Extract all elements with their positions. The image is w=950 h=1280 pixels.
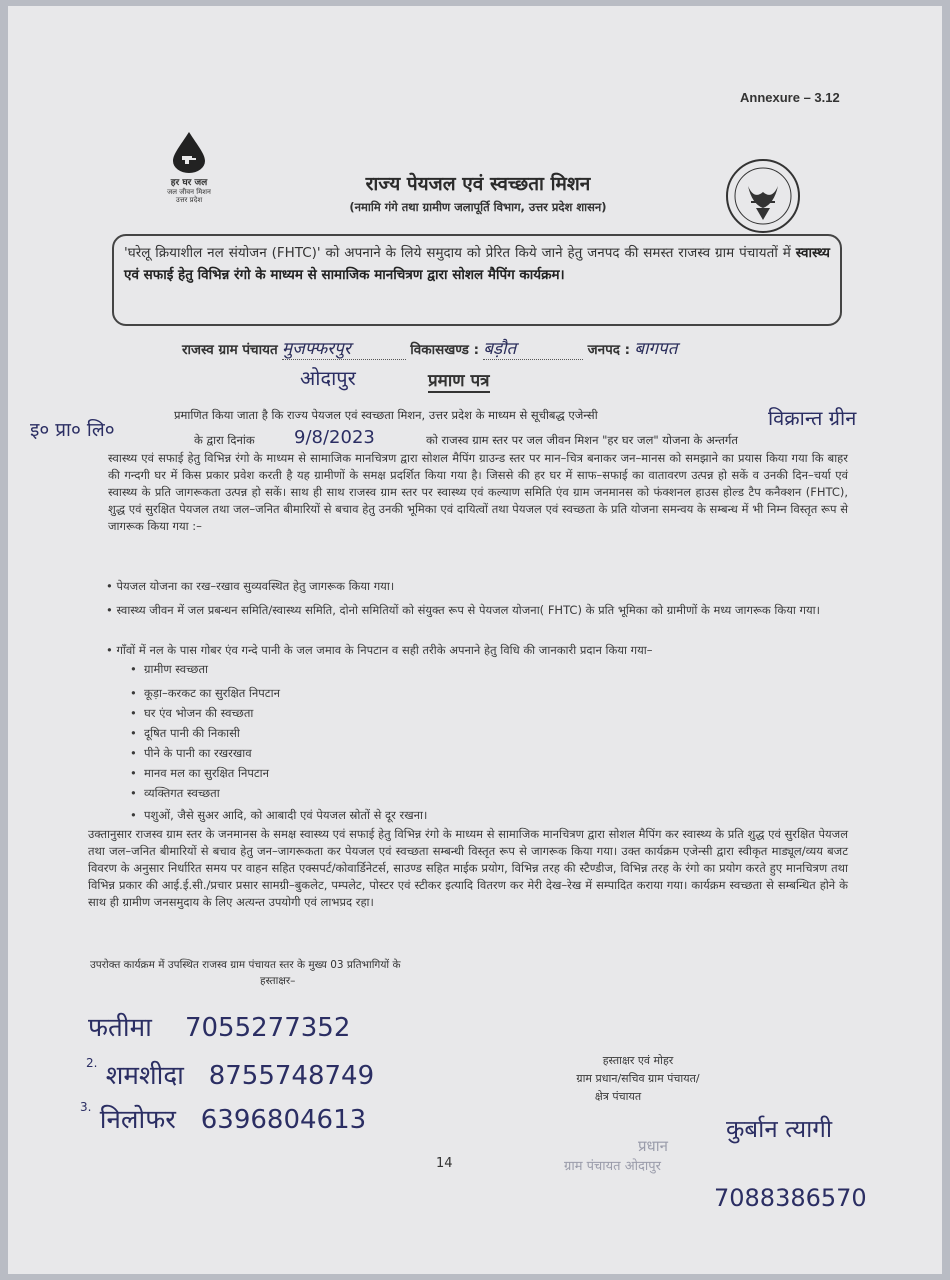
block-value: बड़ौत xyxy=(483,336,583,360)
stamp-line-1: प्रधान xyxy=(638,1137,668,1155)
block-label: विकासखण्ड : xyxy=(410,342,480,358)
page-number: 14 xyxy=(436,1156,453,1171)
sub-point-2-text: कूड़ा–करकट का सुरक्षित निपटान xyxy=(144,686,280,700)
point-1: • पेयजल योजना का रख–रखाव सुव्यवस्थित हेतु जागरूक किया गया। xyxy=(106,579,395,593)
participant-1 xyxy=(88,1008,350,1044)
point-3-text: गाँवों में नल के पास गोबर एंव गन्दे पानी के जल जमाव के निपटान व सही तरीके अपनाने हेतु विधि की जानकारी प्रदान किया गया– xyxy=(116,643,653,657)
program-title-text: 'घरेलू क्रियाशील नल संयोजन (FHTC)' को अपनाने के लिये समुदाय को प्रेरित किये जाने हेतु जनपद की समस्त राजस्व ग्राम पंचायतों में xyxy=(124,245,796,261)
district-label: जनपद : xyxy=(587,342,631,358)
agency-handwritten-2: इ० प्रा० लि० xyxy=(30,419,115,441)
mission-subtitle: (नमामि गंगे तथा ग्रामीण जलापूर्ति विभाग, उत्तर प्रदेश शासन) xyxy=(349,200,607,214)
signatory-line-3: क्षेत्र पंचायत xyxy=(594,1090,642,1103)
point-2: • स्वास्थ्य जीवन में जल प्रबन्धन समिति/स्वास्थ्य समिति, दोनो समितियों को संयुक्त रूप से पेयजल योजना( FHTC) के प्रति भूमिका को ग्रामीणों के मध्य जागरूक किया गया। xyxy=(106,603,820,617)
participants-note: उपरोक्त कार्यक्रम में उपस्थित राजस्व ग्राम पंचायत स्तर के मुख्य 03 प्रतिभागियों के xyxy=(90,959,401,971)
pradhan-phone: 7088386570 xyxy=(714,1184,867,1212)
point-3: • गाँवों में नल के पास गोबर एंव गन्दे पानी के जल जमाव के निपटान व सही तरीके अपनाने हेतु विधि की जानकारी प्रदान किया गया– xyxy=(106,643,653,657)
participant-3-phone: 6396804613 xyxy=(200,1105,367,1135)
district-value: बागपत xyxy=(634,339,678,359)
signatory-line-2: ग्राम प्रधान/सचिव ग्राम पंचायत/ xyxy=(576,1072,700,1085)
sub-point-5-text: पीने के पानी का रखरखाव xyxy=(144,746,252,760)
cert-paragraph: स्वास्थ्य एवं सफाई हेतु विभिन्न रंगो के माध्यम से सामाजिक मानचित्रण द्वारा सोशल मैपिंग ग्राउन्ड स्तर पर मान–चित्र बनाकर जन–मानस को समझाने का प्रयास किया गया कि बाहर की गन्दगी घर में किस प्रकार प्रवेश करती है यह ग्रामीणों के समक्ष प्रदर्शित किया गया है। जिससे की हर घर में साफ–सफाई का वातावरण उत्पन्न हो सकें व उनकी दिन–चर्या एवं स्वास्थ्य के प्रति जागरूकता उत्पन्न हो सकें। साथ ही साथ राजस्व ग्राम स्तर पर स्वास्थ्य एवं कल्याण समिति एंव ग्राम जनमानस को फंक्शनल हाउस होल्ड टैप कनैक्शन (FHTC), शुद्ध एवं सुरक्षित पेयजल तथा जल–जनित बीमारियों से बचाव हेतु उनकी भूमिका एवं दायित्वों तथा पेयजल एवं स्वच्छता के प्रति योजना समन्वय के सम्बन्ध में भी निम्न विस्तृत रूप से जागरूक किया गया :– xyxy=(108,451,848,533)
participants-note-2: हस्ताक्षर– xyxy=(260,975,296,987)
program-title-box xyxy=(112,234,842,326)
summary-paragraph: उक्तानुसार राजस्व ग्राम स्तर के जनमानस के समक्ष स्वास्थ्य एवं सफाई हेतु विभिन्न रंगो के माध्यम से सामाजिक मानचित्रण द्वारा सोशल मैपिंग कर स्वास्थ्य के प्रति शुद्ध एवं सुरक्षित पेयजल तथा जल–जनित बीमारियों से बचाव हेतु जन–जागरूकता कर पेयजल एवं स्वच्छता सम्बन्धी विस्तृत रूप से जागरूक किया गया। उक्त कार्यक्रम एजेन्सी द्वारा स्वीकृत माड्यूल/व्यय बजट विवरण के अनुसार निर्धारित समय पर वाहन सहित एक्सपर्ट/कोवार्डिनेटर्स, साउण्ड सहित माईक प्रयोग, विभिन्न तरह की स्टैण्डीज, विभिन्न तरह के रंगो का प्रयोग करते हुए मानचित्रण तथा विभिन्न प्रकार की आई.ई.सी./प्रचार प्रसार सामग्री–बुकलेट, पम्पलेट, पोस्टर एवं स्टीकर इत्यादि वितरण कर मेरी देख–रेख में सम्पादित कराया गया। कार्यक्रम स्वच्छता से सम्बन्धित होने के साथ ही ग्रामीण जनसमुदाय के लिए अत्यन्त उपयोगी एवं लाभप्रद रहा। xyxy=(88,827,848,909)
sub-point-2: • कूड़ा–करकट का सुरक्षित निपटान xyxy=(130,686,280,700)
participant-3-name: निलोफर xyxy=(99,1105,176,1135)
participant-2-phone: 8755748749 xyxy=(208,1061,375,1091)
sub-point-3-text: घर एंव भोजन की स्वच्छता xyxy=(144,706,254,720)
sub-point-8: • पशुओं, जैसे सुअर आदि, को आबादी एवं पेयजल स्रोतों से दूर रखना। xyxy=(130,808,428,822)
logo-line-3: उत्तर प्रदेश xyxy=(175,196,203,204)
participant-1-phone: 7055277352 xyxy=(184,1013,351,1043)
sub-point-6: • मानव मल का सुरक्षित निपटान xyxy=(130,766,270,780)
document-page xyxy=(8,6,942,1274)
sub-point-6-text: मानव मल का सुरक्षित निपटान xyxy=(144,766,270,780)
agency-handwritten: विक्रान्त ग्रीन xyxy=(768,406,857,430)
participant-3-num: 3. xyxy=(80,1100,92,1114)
pradhan-signature: कुर्बान त्यागी xyxy=(726,1115,833,1143)
panchayat-label: राजस्व ग्राम पंचायत xyxy=(182,342,278,358)
har-ghar-jal-logo xyxy=(148,130,230,204)
annexure-label: Annexure – 3.12 xyxy=(740,90,840,105)
sub-point-4-text: दूषित पानी की निकासी xyxy=(144,726,240,740)
sub-point-3: • घर एंव भोजन की स्वच्छता xyxy=(130,706,254,720)
date-handwritten: 9/8/2023 xyxy=(294,427,375,448)
cert-line-2b: को राजस्व ग्राम स्तर पर जल जीवन मिशन "हर घर जल" योजना के अन्तर्गत xyxy=(426,433,738,447)
participant-1-name: फतीमा xyxy=(88,1013,152,1043)
water-drop-icon xyxy=(170,130,208,174)
program-title-bold: स्वास्थ्य एवं सफाई हेतु विभिन्न रंगो के माध्यम से सामाजिक मानचित्रण द्वारा सोशल मैपिंग कार्यक्रम। xyxy=(124,245,830,283)
logo-line-1: हर घर जल xyxy=(170,178,208,188)
sub-point-8-text: पशुओं, जैसे सुअर आदि, को आबादी एवं पेयजल स्रोतों से दूर रखना। xyxy=(144,808,428,822)
signatory-line-1: हस्ताक्षर एवं मोहर xyxy=(602,1054,674,1067)
certificate-heading: प्रमाण पत्र xyxy=(428,368,490,393)
village-handwritten: ओदापुर xyxy=(300,366,356,390)
participant-3 xyxy=(80,1100,366,1136)
point-2-text: स्वास्थ्य जीवन में जल प्रबन्धन समिति/स्वास्थ्य समिति, दोनो समितियों को संयुक्त रूप से पेयजल योजना( FHTC) के प्रति भूमिका को ग्रामीणों के मध्य जागरूक किया गया। xyxy=(116,603,820,617)
up-govt-emblem-icon xyxy=(718,156,808,236)
participant-2-name: शमशीदा xyxy=(105,1061,184,1091)
sub-point-1: • ग्रामीण स्वच्छता xyxy=(130,662,208,676)
stamp-line-2: ग्राम पंचायत ओदापुर xyxy=(564,1159,661,1174)
participant-2-num: 2. xyxy=(86,1056,98,1070)
sub-point-4: • दूषित पानी की निकासी xyxy=(130,726,240,740)
cert-line-1: प्रमाणित किया जाता है कि राज्य पेयजल एवं स्वच्छता मिशन, उत्तर प्रदेश के माध्यम से सूचीबद्ध एजेन्सी xyxy=(174,408,598,422)
sub-point-7: • व्यक्तिगत स्वच्छता xyxy=(130,786,220,800)
sub-point-1-text: ग्रामीण स्वच्छता xyxy=(144,662,208,676)
panchayat-value: मुजफ्फरपुर xyxy=(282,336,406,360)
logo-line-2: जल जीवन मिशन xyxy=(167,188,211,196)
sub-point-7-text: व्यक्तिगत स्वच्छता xyxy=(144,786,220,800)
cert-line-2a: के द्वारा दिनांक xyxy=(194,433,255,447)
sub-point-5: • पीने के पानी का रखरखाव xyxy=(130,746,252,760)
participant-2 xyxy=(86,1056,374,1092)
mission-title: राज्य पेयजल एवं स्वच्छता मिशन xyxy=(365,173,591,195)
location-row xyxy=(182,336,746,360)
point-1-text: पेयजल योजना का रख–रखाव सुव्यवस्थित हेतु जागरूक किया गया। xyxy=(116,579,395,593)
